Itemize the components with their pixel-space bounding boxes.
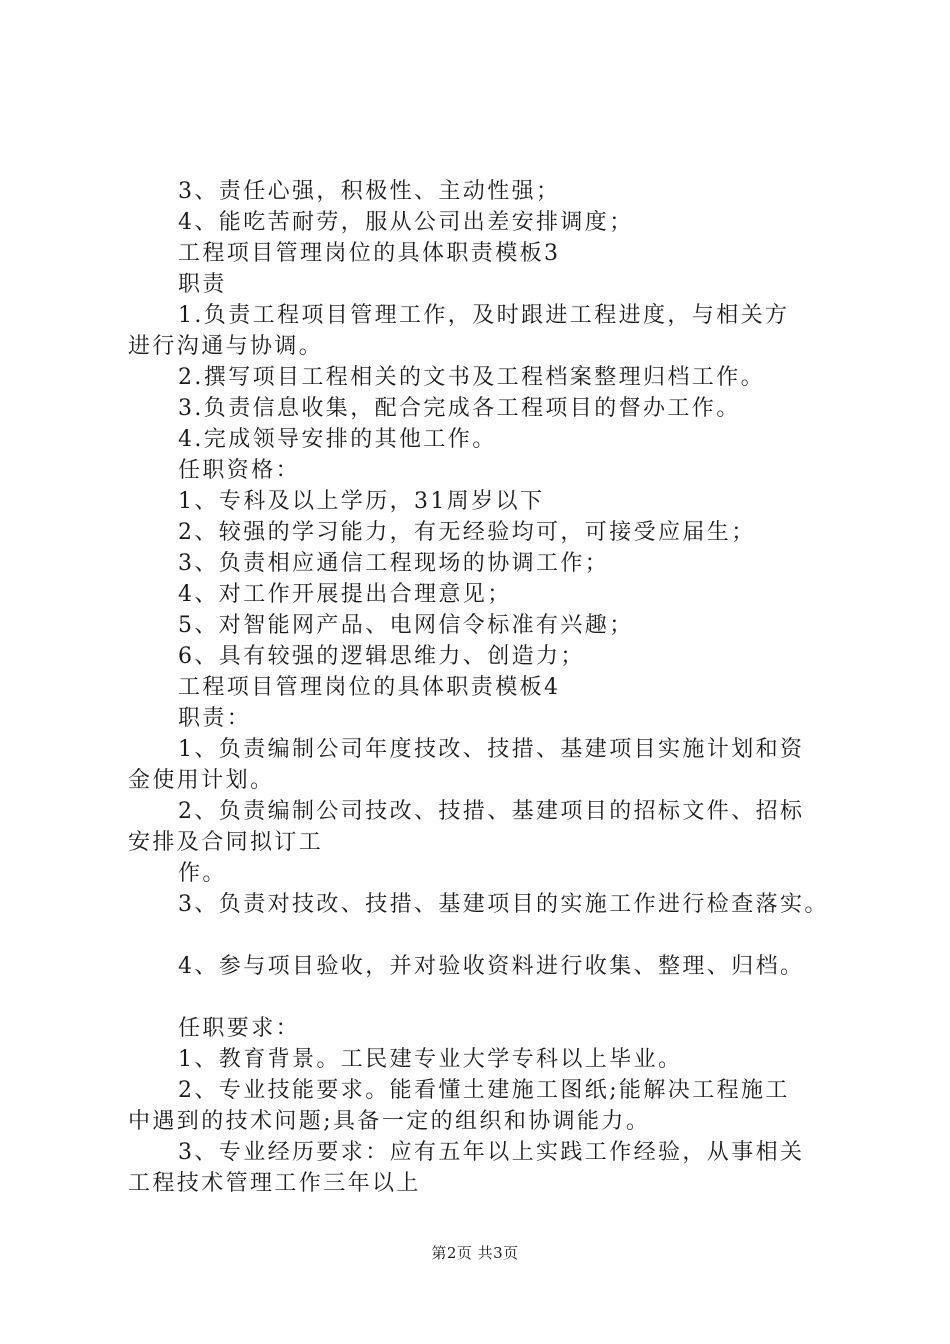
text-line: 3、负责相应通信工程现场的协调工作；	[178, 551, 610, 576]
text-line: 2、较强的学习能力，有无经验均可，可接受应届生；	[178, 520, 756, 545]
text-line: 2.撰写项目工程相关的文书及工程档案整理归档工作。	[178, 365, 765, 390]
blank-line	[128, 920, 848, 951]
text-line: 中遇到的技术问题;具备一定的组织和协调能力。	[128, 1109, 651, 1134]
page-number-footer: 第2页 共3页	[431, 1244, 519, 1262]
text-line: 5、对智能网产品、电网信令标准有兴趣；	[178, 613, 634, 638]
text-line: 进行沟通与协调。	[128, 334, 324, 359]
subsection-heading: 任职资格：	[178, 458, 301, 483]
text-line: 3、负责对技改、技措、基建项目的实施工作进行检查落实。	[178, 892, 829, 917]
text-line: 1.负责工程项目管理工作，及时跟进工程进度，与相关方	[178, 303, 790, 328]
text-line: 2、负责编制公司技改、技措、基建项目的招标文件、招标	[178, 799, 805, 824]
text-line: 2、专业技能要求。能看懂土建施工图纸;能解决工程施工	[178, 1078, 790, 1103]
text-line: 4、参与项目验收，并对验收资料进行收集、整理、归档。	[178, 954, 805, 979]
blank-line	[128, 982, 848, 1013]
subsection-heading: 任职要求：	[178, 1016, 301, 1041]
text-line: 1、负责编制公司年度技改、技措、基建项目实施计划和资	[178, 737, 805, 762]
text-line: 4、能吃苦耐劳，服从公司出差安排调度；	[178, 210, 634, 235]
subsection-heading: 职责	[178, 272, 227, 297]
text-line: 1、专科及以上学历，31周岁以下	[178, 489, 545, 514]
document-body	[128, 176, 848, 1199]
text-line: 作。	[178, 861, 227, 886]
text-line: 3.负责信息收集，配合完成各工程项目的督办工作。	[178, 396, 741, 421]
text-line: 1、教育背景。工民建专业大学专科以上毕业。	[178, 1047, 683, 1072]
text-line: 安排及合同拟订工	[128, 830, 324, 855]
text-line: 金使用计划。	[128, 768, 275, 793]
text-line: 6、具有较强的逻辑思维力、创造力；	[178, 644, 585, 669]
text-line: 3、责任心强，积极性、主动性强；	[178, 179, 561, 204]
text-line: 工程技术管理工作三年以上	[128, 1171, 421, 1196]
section-heading: 工程项目管理岗位的具体职责模板4	[178, 675, 561, 700]
text-line: 4、对工作开展提出合理意见；	[178, 582, 512, 607]
text-line: 3、专业经历要求：应有五年以上实践工作经验，从事相关	[178, 1140, 805, 1165]
section-heading: 工程项目管理岗位的具体职责模板3	[178, 241, 561, 266]
text-line: 4.完成领导安排的其他工作。	[178, 427, 497, 452]
subsection-heading: 职责：	[178, 706, 252, 731]
